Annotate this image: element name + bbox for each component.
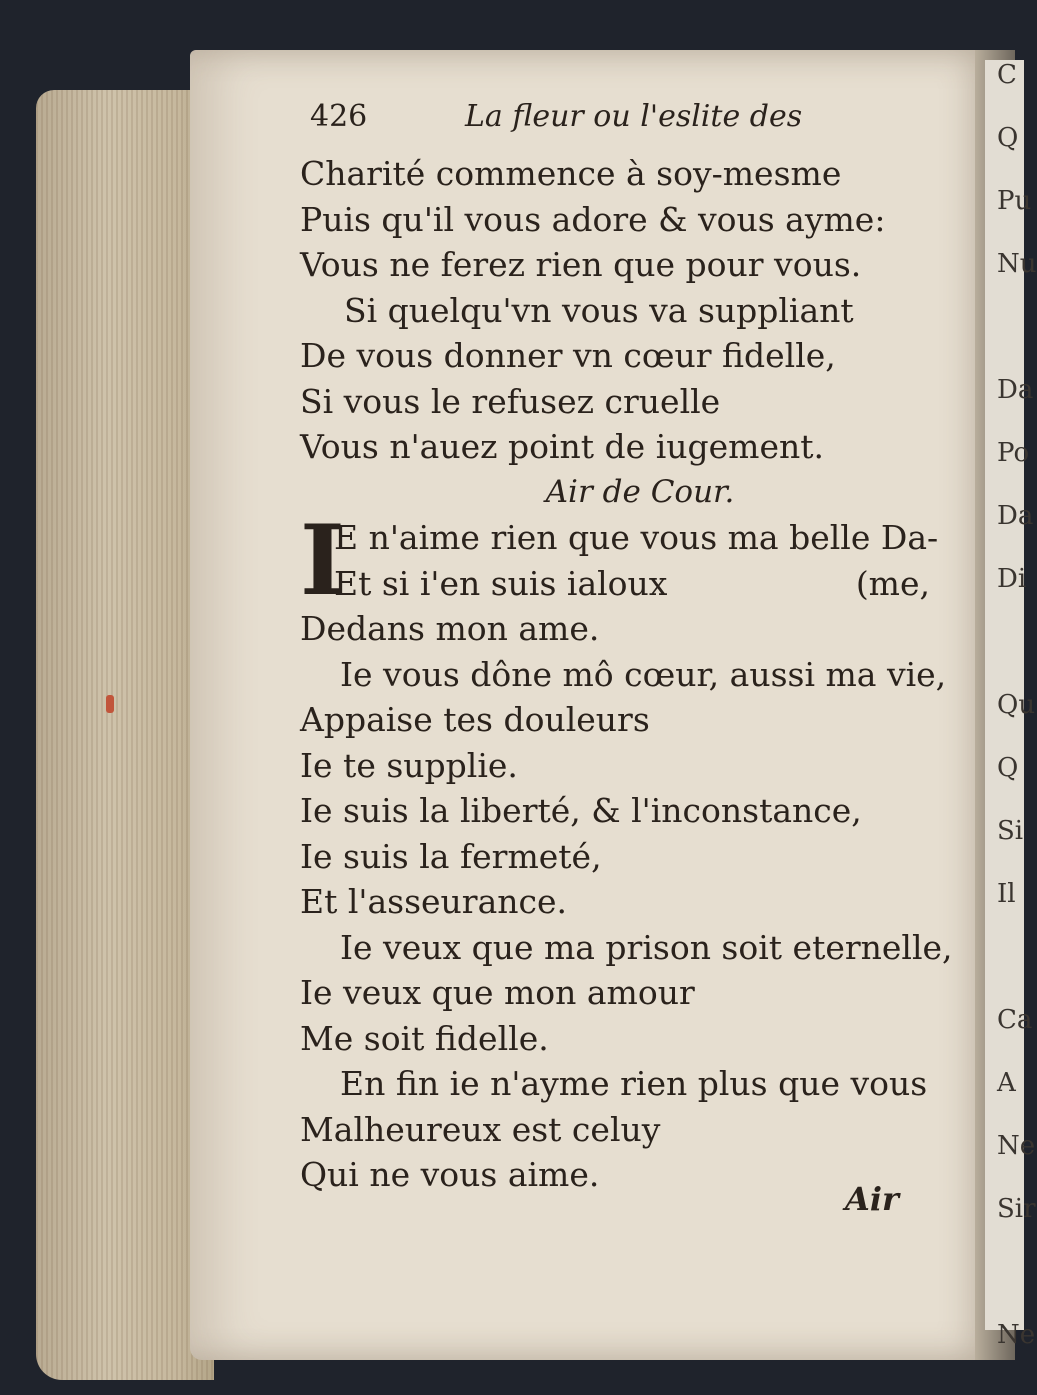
next-page-fragment-text: C	[997, 60, 1017, 90]
next-page-fragment-text: Da	[997, 501, 1034, 531]
next-page-fragment-text: Ne	[997, 1131, 1036, 1161]
next-page-fragment-text	[997, 1257, 1024, 1320]
verse-line: Malheureux est celuy	[300, 1109, 661, 1149]
next-page-fragment-text: Qu	[997, 690, 1036, 720]
next-page-fragment-text: Si	[997, 816, 1024, 846]
verse-line: Ie veux que mon amour	[300, 973, 695, 1012]
verse-line: Ie suis la fermeté,	[300, 836, 602, 876]
next-page-fragment-text: Ne	[997, 1320, 1036, 1350]
verse-line-text: Et si i'en suis ialoux	[334, 563, 668, 603]
verse-line: Dedans mon ame.	[300, 609, 600, 648]
verse-line: Ie te supplie.	[300, 745, 518, 785]
next-page-fragment	[985, 60, 1037, 1350]
page-text	[300, 95, 953, 1198]
verse-line: Vous ne ferez rien que pour vous.	[300, 245, 862, 284]
red-mark	[106, 695, 114, 713]
verse-line: Si quelqu'vn vous va suppliant	[344, 290, 854, 330]
verse-line: De vous donner vn cœur fidelle,	[300, 336, 836, 375]
book-page-edges	[36, 90, 214, 1380]
verse-line	[300, 515, 940, 561]
next-page-fragment-text: Il	[997, 879, 1016, 909]
verse-line: Ie suis la liberté, & l'inconstance,	[300, 791, 862, 830]
dropcap-block	[300, 504, 940, 617]
catchword: Air	[845, 1180, 899, 1218]
turnover-text: (me,	[855, 563, 930, 603]
next-page-fragment-text: Po	[997, 438, 1030, 468]
verse-line: Vous n'auez point de iugement.	[300, 427, 824, 466]
next-page-fragment-text	[997, 312, 1024, 375]
verse-line: Appaise tes douleurs	[300, 700, 650, 739]
next-page-fragment-text: Nu	[997, 249, 1037, 279]
next-page-fragment-text: Q	[997, 123, 1019, 153]
section-title: Air de Cour.	[545, 473, 735, 510]
next-page-fragment-text	[997, 942, 1024, 1005]
running-title: La fleur ou l'eslite des	[465, 99, 803, 134]
next-page-fragment-text: Di	[997, 564, 1027, 594]
verse-line-text: E n'aime rien que vous ma belle Da-	[334, 518, 939, 557]
page-number: 426	[310, 99, 368, 134]
drop-cap: I	[300, 504, 345, 617]
next-page-fragment-text: Da	[997, 375, 1034, 405]
verse-line: Me soit fidelle.	[300, 1018, 549, 1058]
verse-line: Ie veux que ma prison soit eternelle,	[340, 927, 953, 967]
next-page-fragment-text: Ca	[997, 1005, 1033, 1035]
page-header	[300, 95, 940, 151]
next-page-fragment-text: A	[997, 1068, 1016, 1098]
next-page-fragment-text: Pu	[997, 186, 1032, 216]
verse-line	[300, 561, 940, 607]
verse-line: Qui ne vous aime.	[300, 1155, 600, 1194]
verse-line: En fin ie n'ayme rien plus que vous	[340, 1064, 928, 1103]
verse-line: Et l'asseurance.	[300, 882, 567, 921]
next-page-fragment-text: Sir	[997, 1194, 1036, 1224]
verse-line: Si vous le refusez cruelle	[300, 381, 721, 421]
next-page-fragment-text	[997, 627, 1024, 690]
verse-line: Ie vous dône mô cœur, aussi ma vie,	[340, 654, 947, 694]
verse-line: Puis qu'il vous adore & vous ayme:	[300, 199, 886, 239]
verse-line: Charité commence à soy-mesme	[300, 154, 842, 193]
next-page-fragment-text: Q	[997, 753, 1019, 783]
